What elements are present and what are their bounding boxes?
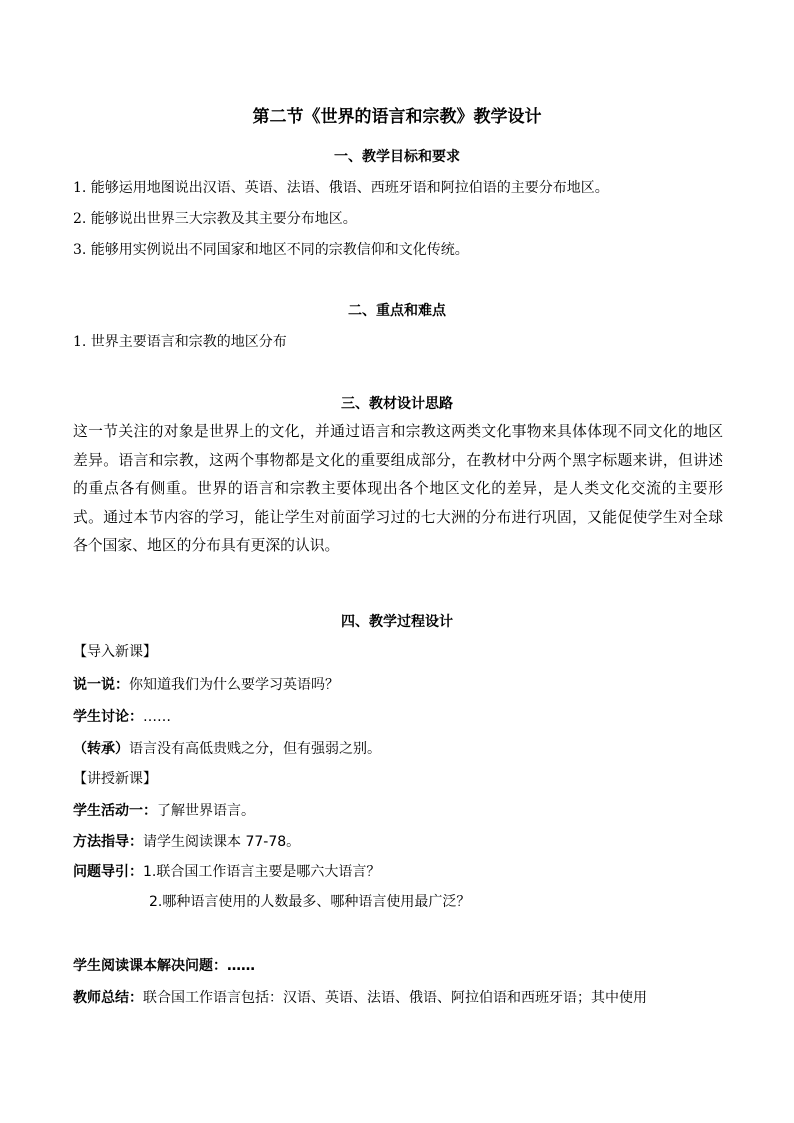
objective-item-2: 2. 能够说出世界三大宗教及其主要分布地区。: [73, 211, 357, 227]
activity-label: 学生活动一：: [73, 803, 157, 819]
discuss-text: ……: [143, 709, 171, 725]
summary-line: [73, 987, 647, 1007]
method-line: [73, 831, 300, 851]
activity-line: [73, 800, 255, 820]
transition-line: [73, 738, 381, 758]
transition-label: （转承）: [73, 741, 129, 757]
new-lesson-tag: 【讲授新课】: [73, 771, 157, 787]
say-line: [73, 674, 339, 694]
transition-text: 语言没有高低贵贱之分，但有强弱之别。: [129, 741, 381, 757]
design-idea-paragraph: 这一节关注的对象是世界上的文化，并通过语言和宗教这两类文化事物来具体体现不同文化的地区差异。语言和宗教，这两个事物都是文化的重要组成部分，在教材中分两个黑字标题来讲，但讲述的重点各有侧重。世界的语言和宗教主要体现出各个地区文化的差异，是人类文化交流的主要形式。通过本节内容的学习，能让学生对前面学习过的七大洲的分布进行巩固，又能促使学生对全球各个国家、地区的分布具有更深的认识。: [73, 423, 723, 554]
section-heading-design-idea: 三、教材设计思路: [341, 396, 453, 412]
read-solve-line: 学生阅读课本解决问题：……: [73, 958, 255, 974]
objective-item-3: 3. 能够用实例说出不同国家和地区不同的宗教信仰和文化传统。: [73, 242, 469, 258]
activity-text: 了解世界语言。: [157, 803, 255, 819]
summary-label: 教师总结：: [73, 990, 143, 1006]
section-heading-objectives: 一、教学目标和要求: [334, 149, 460, 165]
say-label: 说一说：: [73, 677, 129, 693]
question-1: 1.联合国工作语言主要是哪六大语言？: [143, 864, 381, 880]
section-heading-key-points: 二、重点和难点: [348, 303, 446, 319]
discuss-line: [73, 706, 171, 726]
intro-tag: 【导入新课】: [73, 644, 157, 660]
question-2: 2.哪种语言使用的人数最多、哪种语言使用最广泛？: [149, 894, 471, 910]
question-line-1: [73, 861, 380, 881]
section-heading-process: 四、教学过程设计: [341, 614, 453, 630]
discuss-label: 学生讨论：: [73, 709, 143, 725]
document-title: 第二节《世界的语言和宗教》教学设计: [252, 107, 542, 127]
key-point-item-1: 1. 世界主要语言和宗教的地区分布: [73, 334, 287, 350]
method-text: 请学生阅读课本 77-78。: [143, 834, 301, 850]
objective-item-1: 1. 能够运用地图说出汉语、英语、法语、俄语、西班牙语和阿拉伯语的主要分布地区。: [73, 180, 609, 196]
summary-text: 联合国工作语言包括：汉语、英语、法语、俄语、阿拉伯语和西班牙语；其中使用: [143, 990, 647, 1006]
question-label: 问题导引：: [73, 864, 143, 880]
method-label: 方法指导：: [73, 834, 143, 850]
say-text: 你知道我们为什么要学习英语吗？: [129, 677, 339, 693]
